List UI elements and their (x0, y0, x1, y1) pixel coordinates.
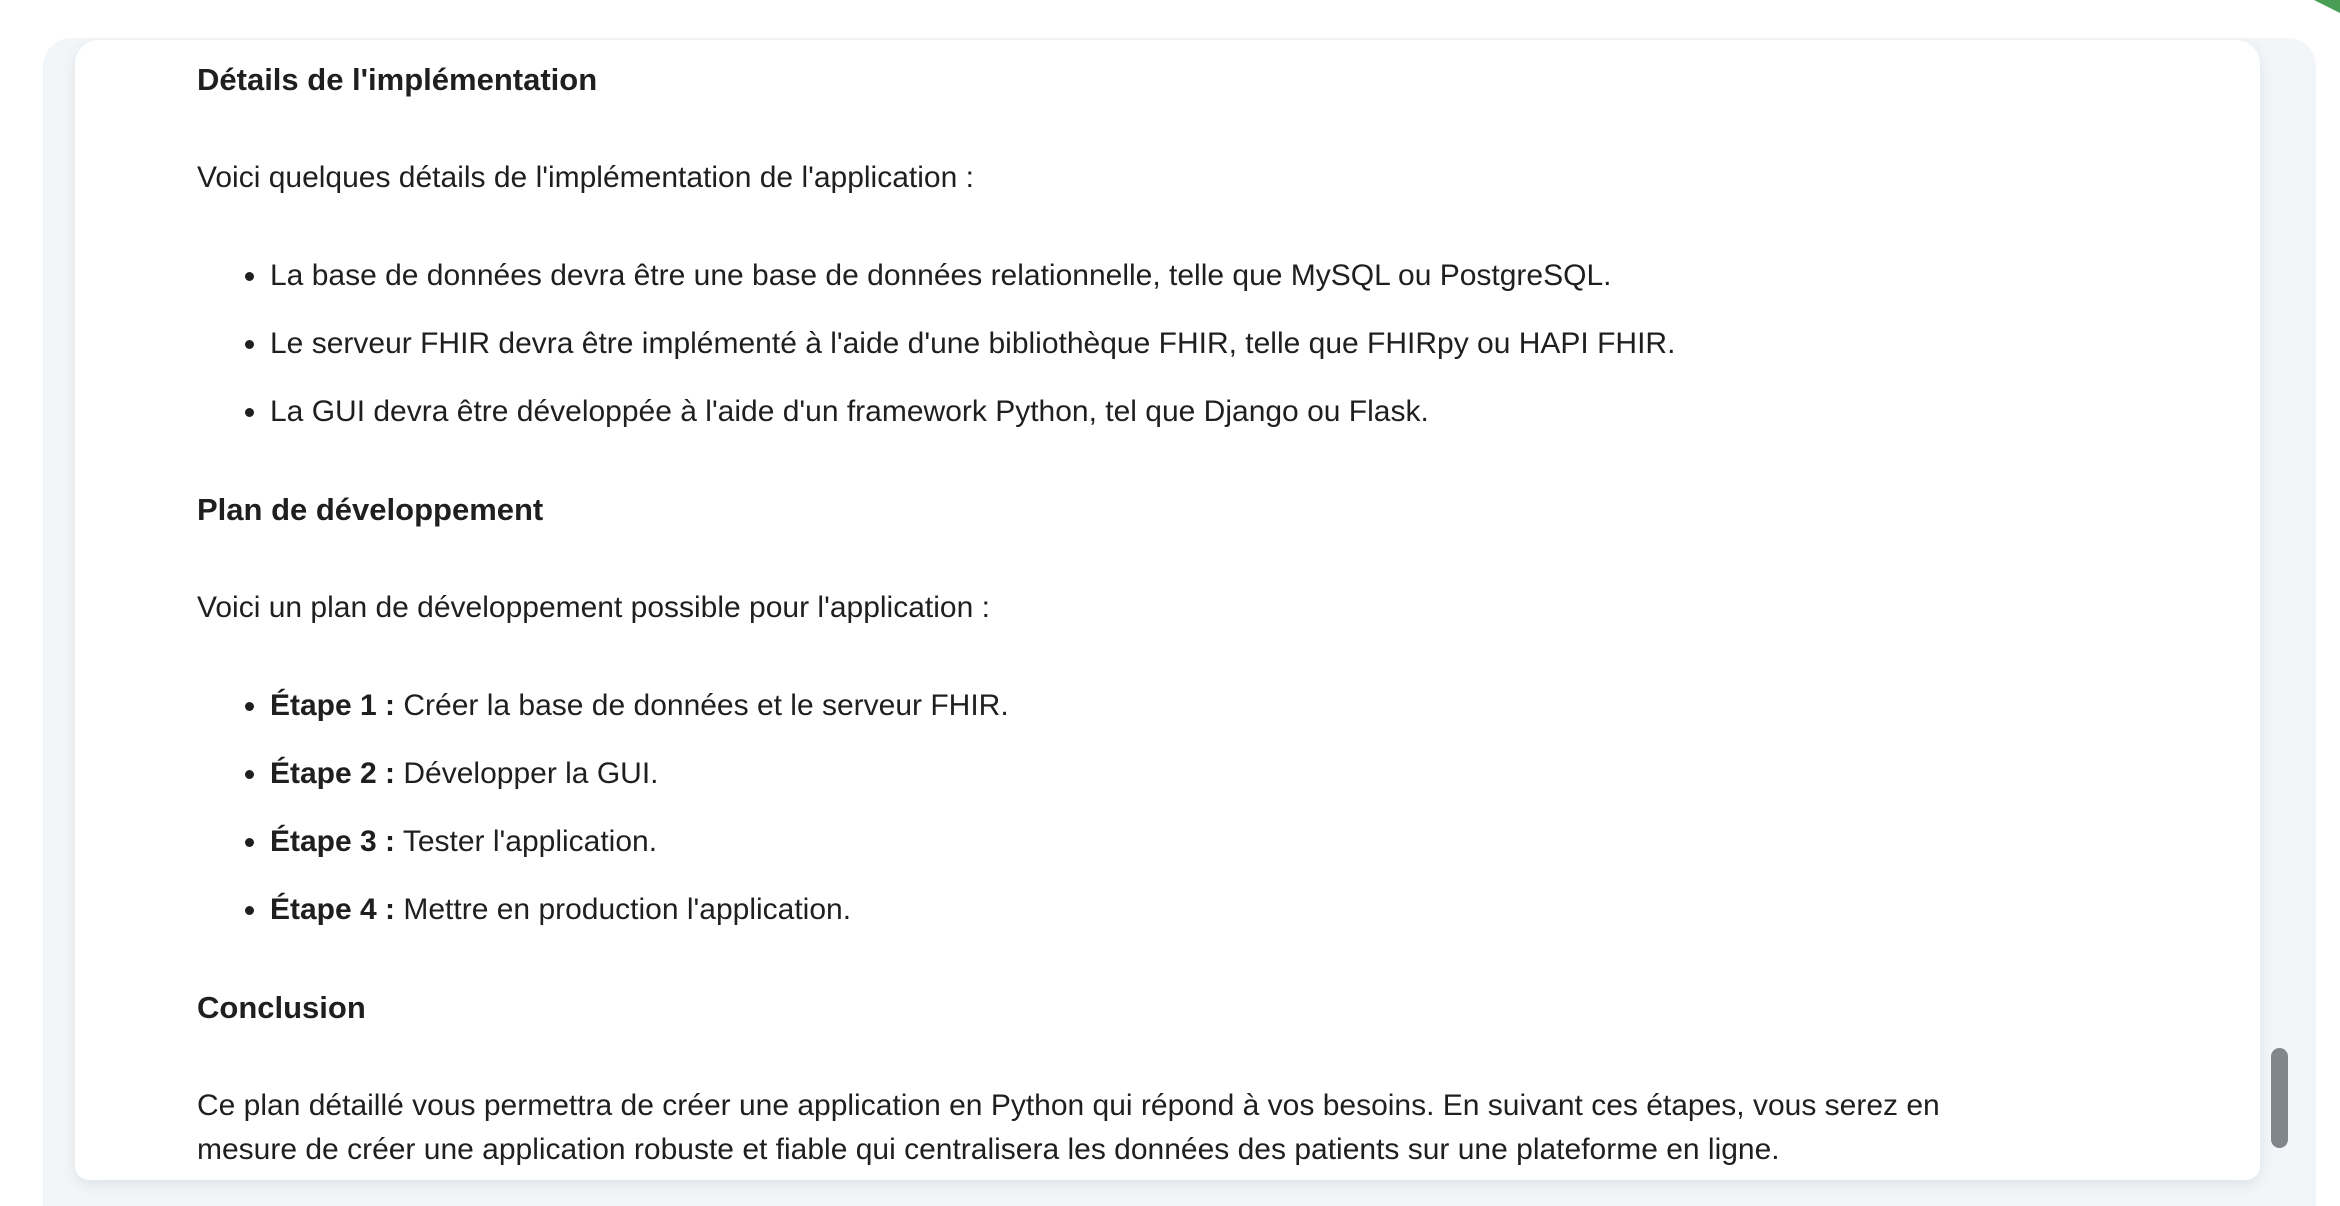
step-item (270, 820, 2037, 864)
conversation-container (43, 38, 2316, 1206)
corner-accent-icon (2314, 0, 2340, 13)
heading-development-plan: Plan de développement (197, 492, 544, 527)
step-text: Tester l'application. (395, 825, 658, 858)
heading-conclusion: Conclusion (197, 990, 366, 1025)
step-text: Développer la GUI. (395, 757, 659, 790)
step-text: Créer la base de données et le serveur FHIR. (395, 689, 1009, 722)
step-text: Mettre en production l'application. (395, 893, 852, 926)
step-label: Étape 3 : (270, 825, 396, 858)
response-content (75, 40, 2260, 1172)
conclusion-paragraph: Ce plan détaillé vous permettra de créer une application en Python qui répond à vos besoins. En suivant ces étapes, vous serez en mesure de créer une application robuste et fiable qui centralisera les données des patients sur une plateforme en ligne. (197, 1089, 1940, 1166)
list-item: Le serveur FHIR devra être implémenté à l'aide d'une bibliothèque FHIR, telle que FHIRpy ou HAPI FHIR. (270, 322, 2037, 366)
list-item: La GUI devra être développée à l'aide d'un framework Python, tel que Django ou Flask. (270, 390, 2037, 434)
vertical-scrollbar-thumb[interactable] (2271, 1048, 2288, 1148)
step-label: Étape 1 : (270, 689, 396, 722)
list-item: La base de données devra être une base de données relationnelle, telle que MySQL ou PostgreSQL. (270, 254, 2037, 298)
step-item (270, 888, 2037, 932)
response-card (75, 40, 2260, 1180)
step-label: Étape 4 : (270, 893, 396, 926)
plan-intro-paragraph: Voici un plan de développement possible pour l'application : (197, 591, 990, 624)
development-steps-list (197, 684, 2037, 932)
heading-implementation-details: Détails de l'implémentation (197, 62, 598, 97)
step-label: Étape 2 : (270, 757, 396, 790)
step-item (270, 752, 2037, 796)
implementation-list (197, 254, 2037, 434)
implementation-intro-paragraph: Voici quelques détails de l'implémentation de l'application : (197, 161, 974, 194)
step-item (270, 684, 2037, 728)
